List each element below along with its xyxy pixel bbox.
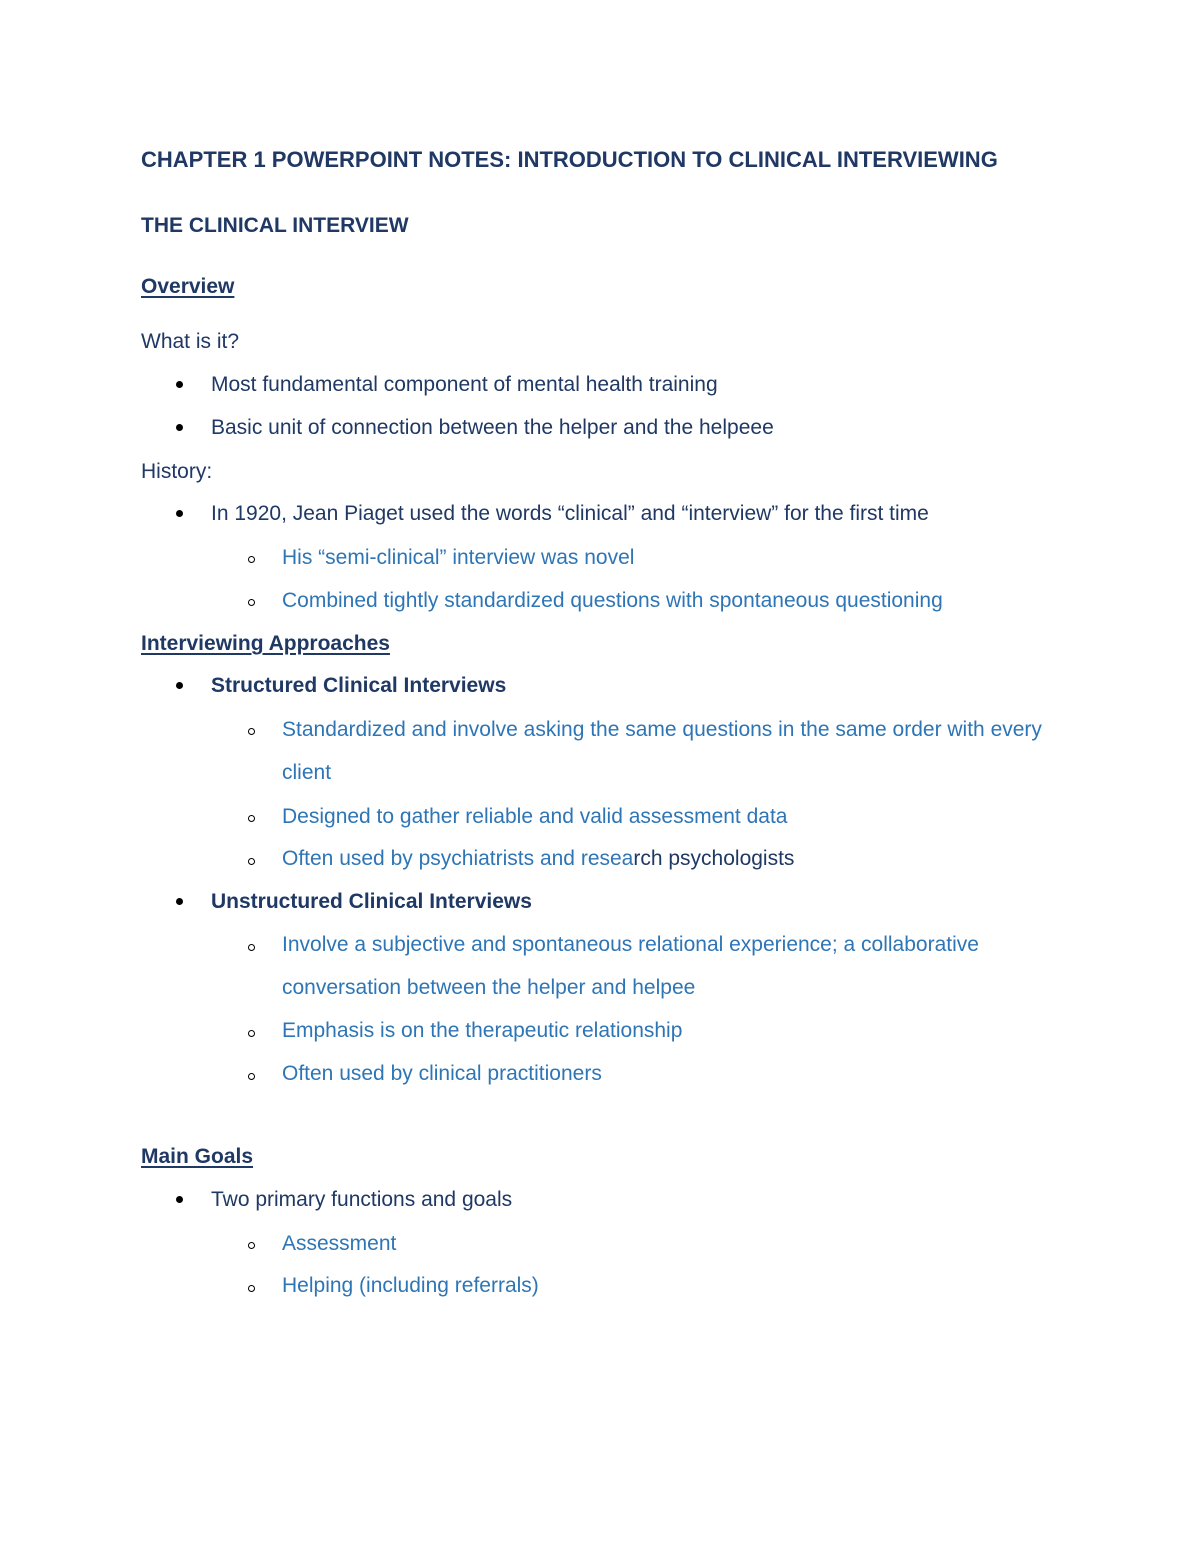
sub-list-item: Involve a subjective and spontaneous relational experience; a collaborative	[282, 933, 979, 956]
list-item: Most fundamental component of mental health training	[211, 373, 718, 396]
overview-heading: Overview	[141, 275, 235, 298]
sub-list-item: Designed to gather reliable and valid assessment data	[282, 805, 788, 828]
structured-label: Structured Clinical Interviews	[211, 674, 507, 697]
sub-list-item: Combined tightly standardized questions with spontaneous questioning	[282, 589, 943, 612]
section-title: THE CLINICAL INTERVIEW	[141, 214, 409, 237]
circle-bullet-icon	[248, 1242, 255, 1249]
circle-bullet-icon	[248, 556, 255, 563]
sub-list-item: Helping (including referrals)	[282, 1274, 539, 1297]
sub-list-text-part: Often used by psychiatrists and resea	[282, 847, 634, 870]
bullet-icon	[176, 898, 183, 905]
sub-list-text-part: rch psychologists	[633, 847, 795, 870]
sub-list-item-continuation: conversation between the helper and helpee	[282, 976, 696, 999]
circle-bullet-icon	[248, 944, 255, 951]
circle-bullet-icon	[248, 815, 255, 822]
bullet-icon	[176, 381, 183, 388]
page-title: CHAPTER 1 POWERPOINT NOTES: INTRODUCTION TO CLINICAL INTERVIEWING	[141, 147, 998, 172]
what-is-it-label: What is it?	[141, 330, 240, 353]
sub-list-item	[282, 846, 794, 872]
circle-bullet-icon	[248, 728, 255, 735]
unstructured-label: Unstructured Clinical Interviews	[211, 890, 532, 913]
bullet-icon	[176, 510, 183, 517]
bullet-icon	[176, 1196, 183, 1203]
goals-heading: Main Goals	[141, 1145, 254, 1168]
list-item: In 1920, Jean Piaget used the words “clinical” and “interview” for the first time	[211, 502, 929, 525]
circle-bullet-icon	[248, 1285, 255, 1292]
sub-list-item: Often used by clinical practitioners	[282, 1062, 602, 1085]
history-label: History:	[141, 460, 213, 483]
sub-list-item: His “semi-clinical” interview was novel	[282, 546, 635, 569]
bullet-icon	[176, 682, 183, 689]
list-item: Two primary functions and goals	[211, 1188, 513, 1211]
bullet-icon	[176, 424, 183, 431]
approaches-heading: Interviewing Approaches	[141, 632, 390, 655]
circle-bullet-icon	[248, 1030, 255, 1037]
list-item: Basic unit of connection between the helper and the helpeee	[211, 416, 774, 439]
circle-bullet-icon	[248, 1073, 255, 1080]
sub-list-item: Assessment	[282, 1232, 397, 1255]
sub-list-item: Standardized and involve asking the same questions in the same order with every	[282, 718, 1042, 741]
circle-bullet-icon	[248, 858, 255, 865]
sub-list-item: Emphasis is on the therapeutic relationship	[282, 1019, 683, 1042]
sub-list-item-continuation: client	[282, 761, 332, 784]
circle-bullet-icon	[248, 599, 255, 606]
